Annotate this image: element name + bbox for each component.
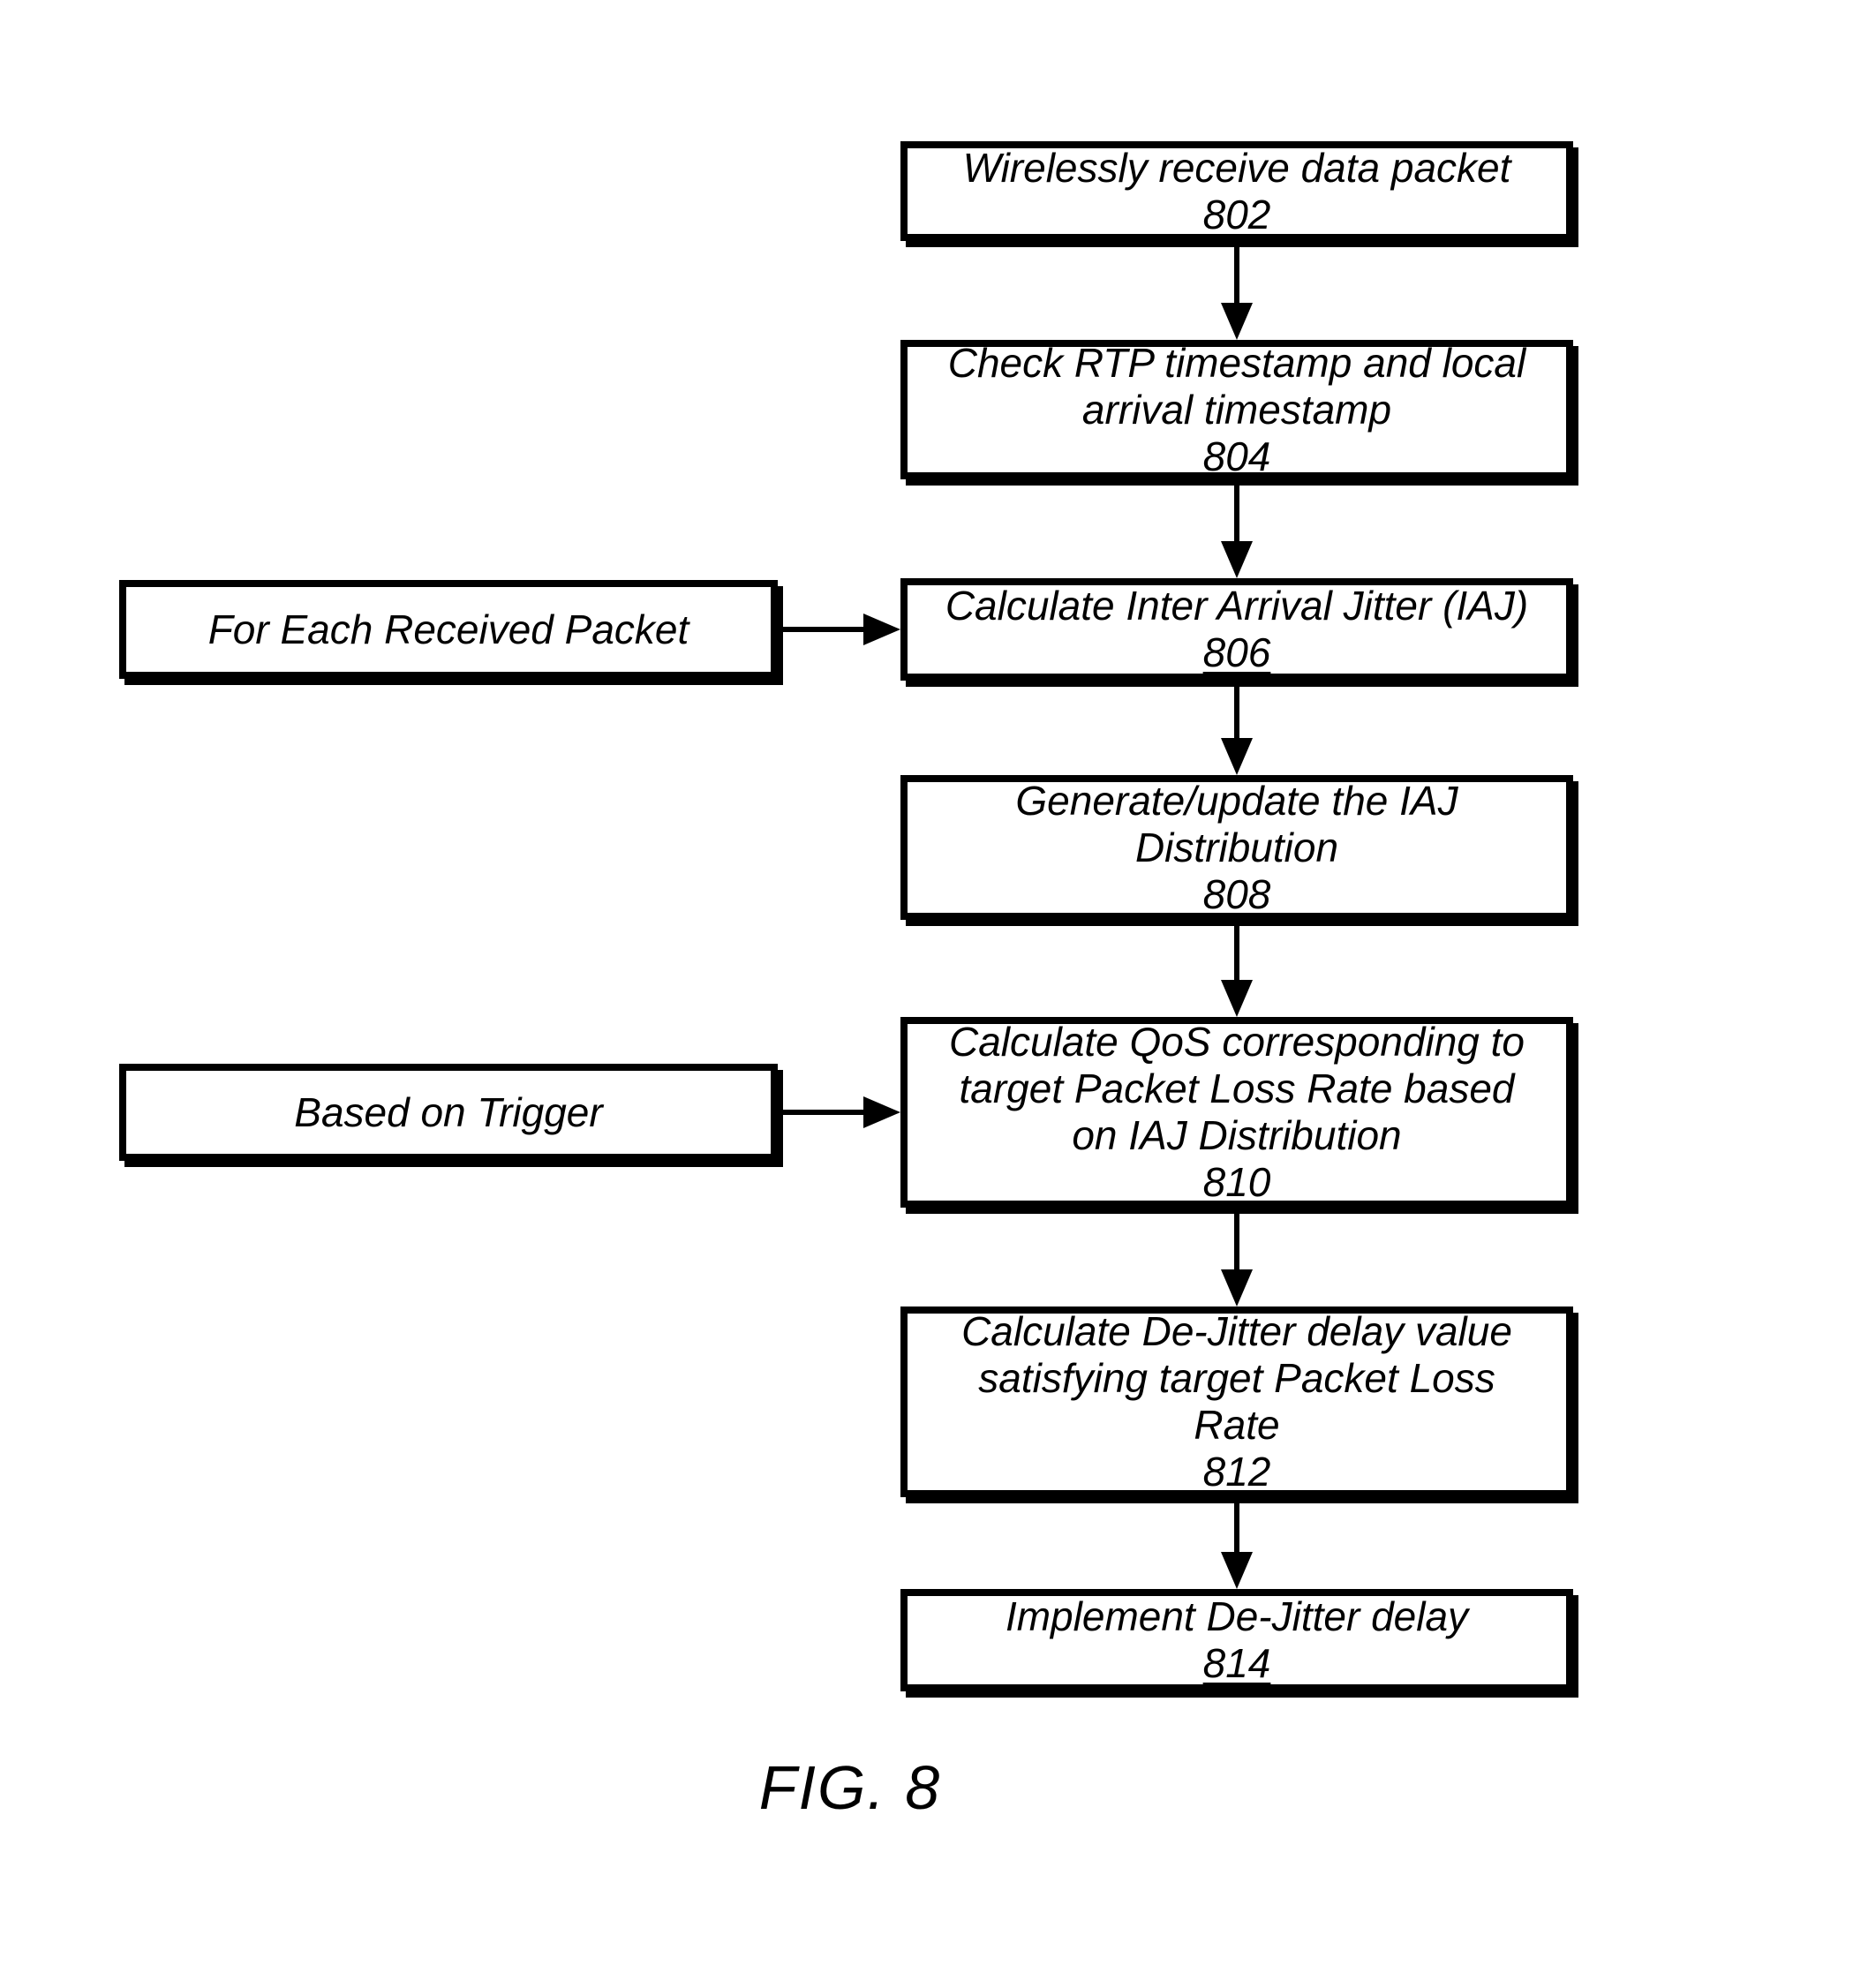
arrow-line-for-each-received-packet-to-806 (778, 627, 866, 632)
arrow-line-802-to-804 (1234, 241, 1239, 310)
annotation-box-based-on-trigger (119, 1064, 778, 1161)
annotation-for-each-received-packet-label: For Each Received Packet (207, 606, 689, 652)
arrowhead-812-to-814 (1221, 1552, 1253, 1589)
step-812-ref: 812 (1202, 1449, 1271, 1495)
step-808-label: Generate/update the IAJ Distribution (1015, 777, 1458, 870)
step-810-ref: 810 (1202, 1159, 1271, 1205)
step-806-label: Calculate Inter Arrival Jitter (IAJ) (945, 583, 1529, 629)
step-box-804 (900, 340, 1573, 479)
step-802-ref: 802 (1202, 191, 1271, 237)
step-810-label: Calculate QoS corresponding to target Packet Loss Rate based on IAJ Distribution (948, 1019, 1525, 1158)
arrow-line-810-to-812 (1234, 1208, 1239, 1276)
step-812-label: Calculate De-Jitter delay value satisfying target Packet Loss Rate (961, 1308, 1512, 1448)
step-box-812 (900, 1307, 1573, 1497)
arrowhead-based-on-trigger-to-810 (863, 1096, 900, 1128)
annotation-box-for-each-received-packet (119, 580, 778, 679)
step-box-814 (900, 1589, 1573, 1691)
arrowhead-802-to-804 (1221, 303, 1253, 340)
step-box-810 (900, 1017, 1573, 1208)
annotation-based-on-trigger-label: Based on Trigger (294, 1088, 603, 1135)
arrow-line-808-to-810 (1234, 920, 1239, 987)
arrowhead-808-to-810 (1221, 980, 1253, 1017)
step-804-ref: 804 (1202, 433, 1271, 479)
step-802-label: Wirelessly receive data packet (962, 144, 1511, 191)
step-808-ref: 808 (1202, 870, 1271, 917)
step-814-ref: 814 (1202, 1640, 1271, 1686)
step-814-label: Implement De-Jitter delay (1005, 1593, 1469, 1639)
arrow-line-812-to-814 (1234, 1497, 1239, 1559)
arrow-line-804-to-806 (1234, 479, 1239, 548)
step-box-802 (900, 141, 1573, 241)
step-box-808 (900, 775, 1573, 920)
step-806-ref: 806 (1202, 629, 1271, 675)
figure-caption: FIG. 8 (758, 1753, 942, 1822)
arrowhead-806-to-808 (1221, 738, 1253, 775)
arrowhead-for-each-received-packet-to-806 (863, 614, 900, 645)
arrowhead-804-to-806 (1221, 541, 1253, 578)
step-804-label: Check RTP timestamp and local arrival timestamp (947, 339, 1526, 433)
step-box-806 (900, 578, 1573, 681)
arrow-line-based-on-trigger-to-810 (778, 1110, 866, 1115)
arrowhead-810-to-812 (1221, 1269, 1253, 1307)
arrow-line-806-to-808 (1234, 681, 1239, 745)
